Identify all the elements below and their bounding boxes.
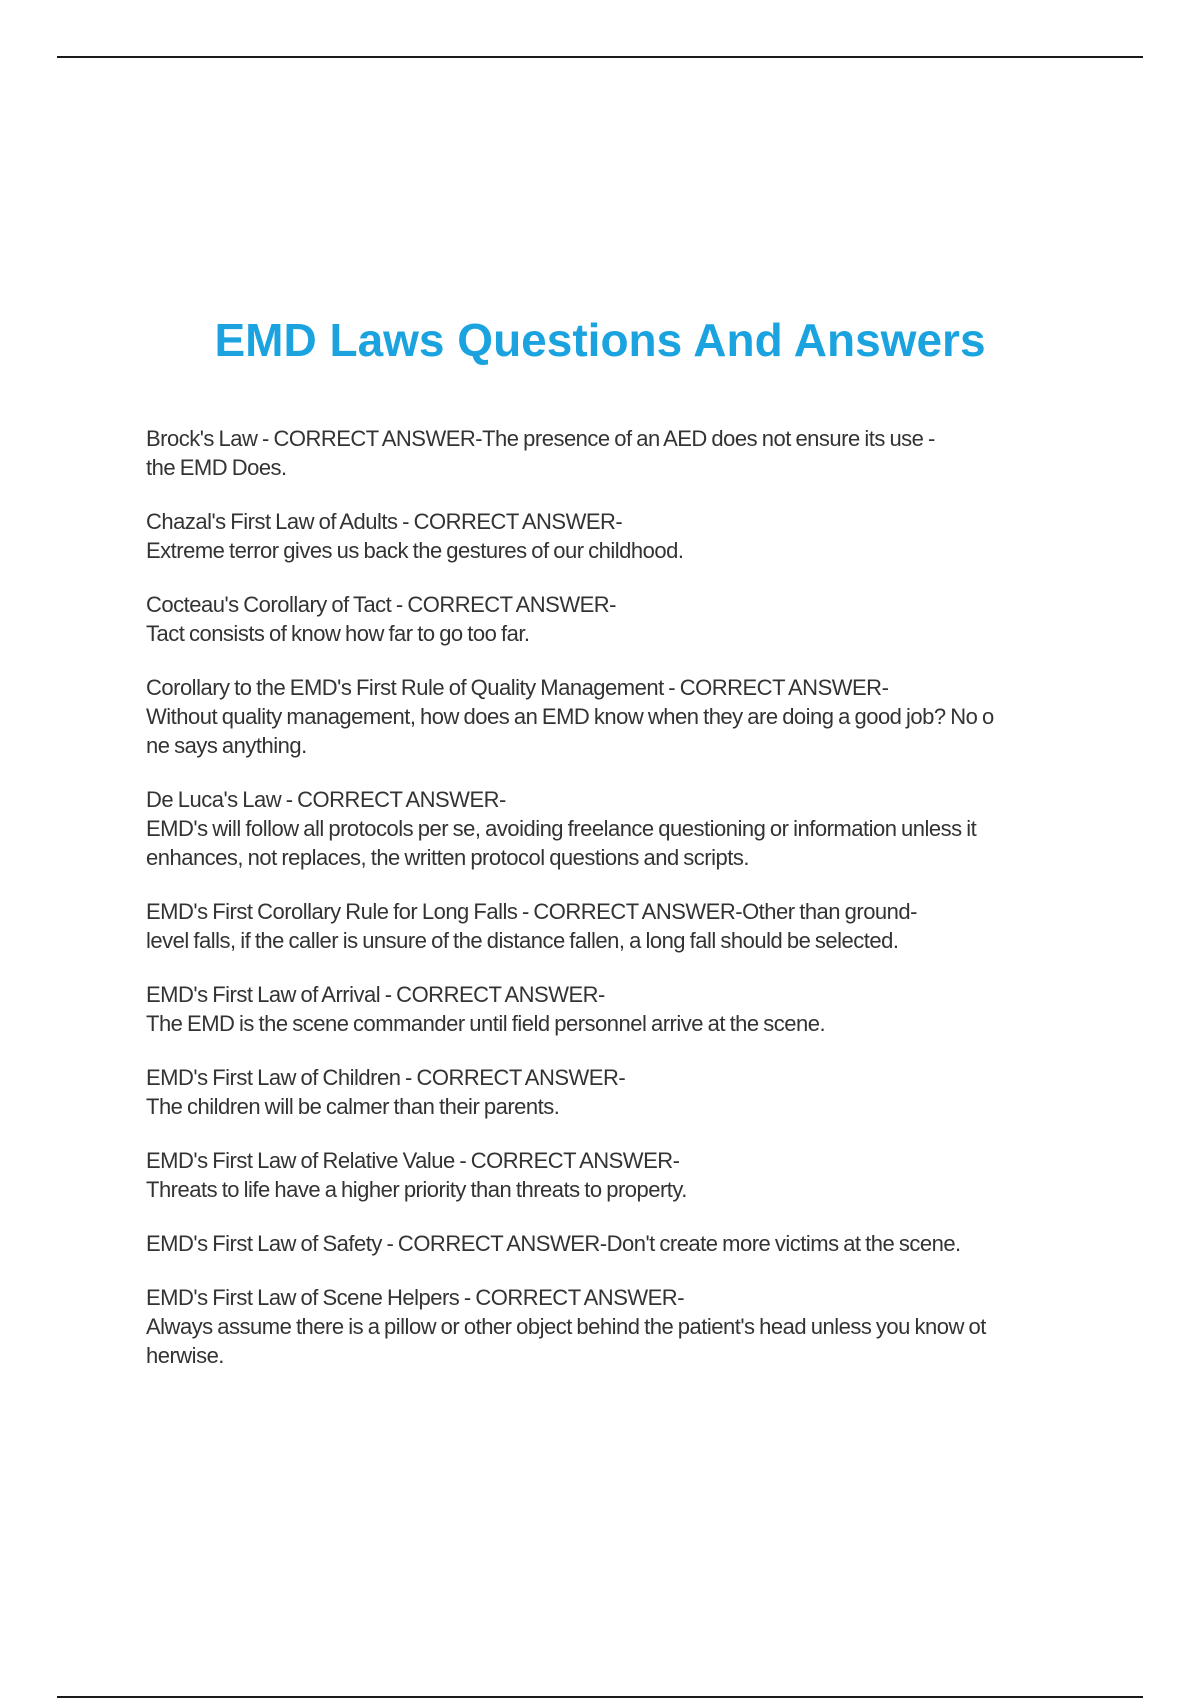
- entry-line: level falls, if the caller is unsure of the distance fallen, a long fall should be selected.: [146, 928, 899, 953]
- entry-line: herwise.: [146, 1343, 224, 1368]
- entry-line: ne says anything.: [146, 733, 307, 758]
- top-divider: [57, 56, 1143, 58]
- entry-law-of-children: [146, 1063, 1086, 1121]
- entry-line: Chazal's First Law of Adults - CORRECT ANSWER-: [146, 509, 623, 534]
- entry-cocteaus-corollary: [146, 590, 1086, 648]
- entry-line: EMD's will follow all protocols per se, avoiding freelance questioning or information unless it: [146, 816, 977, 841]
- entries-list: [146, 424, 1086, 1395]
- entry-line: Tact consists of know how far to go too far.: [146, 621, 530, 646]
- entry-law-of-arrival: [146, 980, 1086, 1038]
- entry-line: Threats to life have a higher priority than threats to property.: [146, 1177, 687, 1202]
- entry-line: EMD's First Law of Relative Value - CORRECT ANSWER-: [146, 1148, 680, 1173]
- entry-line: EMD's First Corollary Rule for Long Falls - CORRECT ANSWER-Other than ground-: [146, 899, 917, 924]
- entry-quality-management-corollary: [146, 673, 1086, 760]
- entry-line: enhances, not replaces, the written protocol questions and scripts.: [146, 845, 749, 870]
- entry-line: Always assume there is a pillow or other object behind the patient's head unless you know ot: [146, 1314, 986, 1339]
- entry-long-falls-rule: [146, 897, 1086, 955]
- page-title: EMD Laws Questions And Answers: [214, 314, 986, 366]
- entry-line: The children will be calmer than their parents.: [146, 1094, 560, 1119]
- entry-line: De Luca's Law - CORRECT ANSWER-: [146, 787, 506, 812]
- entry-line: Without quality management, how does an EMD know when they are doing a good job? No o: [146, 704, 994, 729]
- entry-de-lucas-law: [146, 785, 1086, 872]
- entry-line: Brock's Law - CORRECT ANSWER-The presence of an AED does not ensure its use -: [146, 426, 935, 451]
- entry-chazals-first-law: [146, 507, 1086, 565]
- entry-line: the EMD Does.: [146, 455, 287, 480]
- entry-line: EMD's First Law of Safety - CORRECT ANSWER-Don't create more victims at the scene.: [146, 1231, 961, 1256]
- entry-brocks-law: [146, 424, 1086, 482]
- entry-line: EMD's First Law of Arrival - CORRECT ANSWER-: [146, 982, 605, 1007]
- entry-line: EMD's First Law of Children - CORRECT ANSWER-: [146, 1065, 626, 1090]
- entry-line: Extreme terror gives us back the gestures of our childhood.: [146, 538, 684, 563]
- entry-law-of-safety: [146, 1229, 1086, 1258]
- entry-line: EMD's First Law of Scene Helpers - CORRECT ANSWER-: [146, 1285, 685, 1310]
- entry-law-of-scene-helpers: [146, 1283, 1086, 1370]
- bottom-divider: [57, 1696, 1143, 1698]
- entry-line: Cocteau's Corollary of Tact - CORRECT ANSWER-: [146, 592, 617, 617]
- entry-line: The EMD is the scene commander until field personnel arrive at the scene.: [146, 1011, 826, 1036]
- entry-line: Corollary to the EMD's First Rule of Quality Management - CORRECT ANSWER-: [146, 675, 889, 700]
- entry-law-of-relative-value: [146, 1146, 1086, 1204]
